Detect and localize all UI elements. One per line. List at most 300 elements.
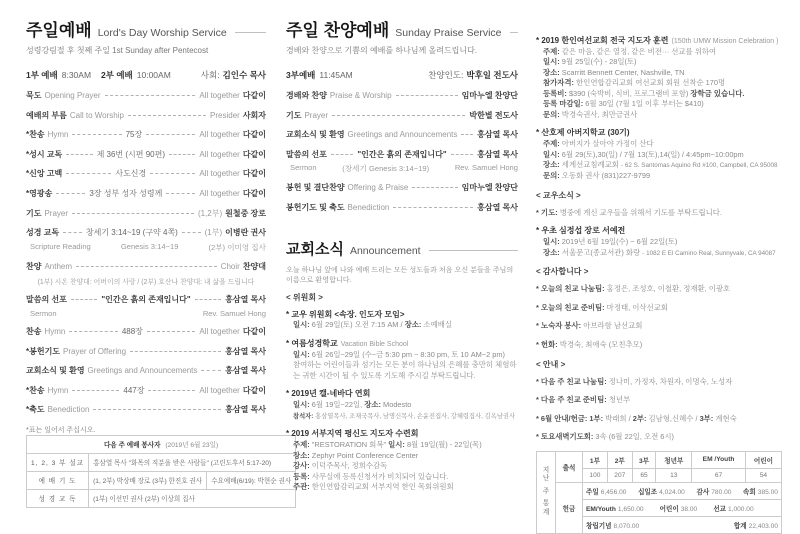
offering-key: EM/Youth (586, 505, 616, 513)
announcement-line-key: 주제: (293, 440, 310, 450)
announcement-line-key: 등록비: (543, 88, 567, 98)
announcement-line-text: 박경숙, 최애숙 (모친추모) (557, 340, 643, 349)
announcement-line-key: * 노숙자 봉사: (536, 321, 582, 331)
announcement-line-key: 장소: (404, 320, 422, 330)
announcement-line (293, 451, 518, 462)
dotted-leader (150, 173, 195, 174)
offering-pair (586, 520, 639, 530)
announcement-line-text: 박래희 / (603, 413, 633, 423)
worship-item-label-en: Prayer of Offering (63, 346, 127, 356)
offering-value: 780.00 (711, 488, 732, 496)
participant-name: 다같이 (242, 385, 267, 395)
announcement-line-text: 계현숙 (713, 413, 737, 423)
participant-prefix: All together (199, 149, 240, 159)
announcement-line (536, 414, 782, 425)
participant-prefix: All together (199, 91, 240, 100)
worship-item-label: *신앙 고백 (26, 169, 63, 179)
dotted-leader (71, 299, 97, 300)
announcement-line (293, 350, 518, 361)
announcement-line-text: 3속 (6월 22일, 오전 6시) (593, 432, 675, 442)
subline-right: (2부) 이미영 집사 (208, 242, 266, 252)
worship-item-detail: 75장 (125, 130, 143, 140)
announcement-title: 교회소식 (286, 240, 344, 258)
praise-title: 주일 찬양예배 (286, 21, 390, 40)
worship-item-detail: "인간은 흙의 존재입니다" (357, 149, 447, 159)
participant-name: 다같이 (242, 169, 267, 179)
announcement-line-key: 문의: (543, 171, 560, 181)
announcement-line-key: 3부: (699, 413, 714, 423)
header-rule (429, 250, 518, 251)
dotted-leader (182, 232, 201, 233)
offering-key: 감사 (696, 488, 710, 496)
dotted-leader (396, 95, 458, 96)
stats-side-label-char: 주 (542, 487, 550, 495)
dotted-leader (451, 154, 473, 155)
worship-item-label-en: Anthem (44, 261, 73, 271)
announcement-line-text: 아브라함 남선교회 (581, 321, 643, 331)
worship-item-label-en: Hymn (47, 130, 69, 140)
worship-item-label: 기도 (26, 208, 42, 218)
dotted-leader (331, 154, 353, 155)
announcement-group-header: < 위원회 > (286, 292, 323, 302)
offering-value: 8,070.00 (613, 522, 640, 530)
announcement-item-title-text: * 산호제 아버지학교 (30기) (536, 128, 630, 138)
announcement-line (536, 377, 782, 388)
announcement-line-key: 장소: (543, 160, 560, 170)
announcement-line (536, 340, 782, 351)
presider-name: 김인수 목사 (222, 70, 266, 80)
attendance-value: 13 (656, 468, 692, 482)
participant-name: 임마누엘 찬양단 (461, 183, 518, 193)
announcement-line-text: 6월 26일~29일 (수~금 5:30 pm ~ 8:30 pm, 토 10 AM~2 pm) (309, 349, 506, 359)
worship-item-label-en: Prayer (44, 208, 69, 218)
worship-item-label-en: Offering & Praise (347, 183, 409, 193)
offering-value: 1,000.00 (727, 505, 754, 513)
service1-label: 1부 예배 (26, 70, 58, 80)
announcement-line-key: 일시: (293, 320, 310, 330)
worship-item-label-en: Benediction (47, 405, 90, 415)
worship-item-detail: "인간은 흙의 존재입니다" (101, 295, 191, 305)
announcement-item-title (536, 128, 782, 139)
announcement-item-title (286, 339, 518, 350)
announcement-line (543, 139, 782, 150)
announcement-line-text: 6월 29일(토) 오전 7:15 AM / (309, 320, 405, 330)
announcement-item-title-text: * 2019 한인여선교회 전국 지도자 훈련 (536, 36, 669, 45)
dotted-leader (69, 331, 117, 332)
announcement-group-header: < 교우소식 > (536, 190, 581, 200)
offering-pair (734, 520, 778, 530)
offering-key: 합계 (733, 522, 747, 530)
table-row (27, 471, 296, 489)
participant-name: 다같이 (242, 91, 266, 100)
header-rule (235, 32, 266, 33)
announcement-line (293, 461, 518, 472)
attendance-column-header: 3부 (632, 451, 656, 468)
offering-key: 창립기념 (586, 522, 612, 530)
announcement-line-key: 참석자: (293, 412, 314, 420)
announcement-line (293, 440, 518, 451)
next-week-row-value: 홍삼열 목사 "화목의 직분을 받은 사람들" (고린도후서 5:17-20) (89, 453, 296, 471)
announcement-line-text: 한인연합감리교회 서부지역 한인 목회위원회 (309, 482, 454, 492)
announcement-line-text: Scarritt Bennett Center, Nashville, TN (559, 67, 685, 77)
participant-name: 찬양대 (242, 261, 266, 271)
praise-subtitle: 경배와 찬양으로 기쁨의 예배를 하나님께 올려드립니다. (286, 46, 478, 55)
participant-name: 다같이 (242, 130, 267, 140)
header-rule (510, 32, 519, 33)
announcement-item-title-text: * 교우 위원회 <속장. 인도자 모임> (286, 309, 405, 319)
announcement-line-key: * 오늘의 친교 준비팀: (536, 302, 605, 312)
dotted-leader (128, 115, 206, 116)
participant-prefix: (1부) (204, 228, 223, 238)
next-week-servers-table (26, 435, 296, 508)
worship-row (26, 365, 266, 376)
offering-key: 주일 (586, 488, 599, 496)
announcement-line-key: 주관: (293, 482, 310, 492)
announcement-item (536, 432, 782, 443)
subline-center: Genesis 3:14~19 (120, 241, 179, 251)
announcement-line (293, 360, 518, 381)
worship-row (26, 326, 266, 337)
next-week-date: (2019년 6월 23일) (165, 442, 219, 450)
offering-pair (713, 503, 753, 513)
worship-row (26, 149, 266, 160)
offering-key: 속회 (743, 488, 756, 496)
worship-item-label: 경배와 찬양 (286, 91, 327, 100)
worship-row (26, 294, 266, 305)
offering-row-content (586, 520, 778, 530)
next-week-row-label: 1, 2, 3 부 설교 (27, 453, 89, 471)
announcement-line-text: 6월 29(토),30(일) / 7월 13(토),14(일) / 4:45pm~10:00pm (559, 149, 744, 159)
attendance-column-header: EM /Youth (692, 451, 746, 468)
attendance-column-header: 어린이 (745, 451, 781, 468)
worship-item-detail: 사도신경 (115, 169, 147, 179)
worship-row-subline (30, 309, 266, 318)
announcement-line-text: 서울문고(종교서관) 화랑 (559, 247, 643, 257)
announcement-line-key: 주제: (543, 46, 560, 56)
announcement-line-key: 일시: (388, 440, 405, 450)
next-week-row-value: (1, 2부) 박상배 장로 (3부) 한진호 권사 (89, 471, 207, 489)
worship-row-subline (290, 163, 518, 174)
announcement-item (536, 226, 782, 258)
announcement-line-text: 이덕주목사, 정희수감독 (309, 461, 388, 471)
offering-row (583, 482, 782, 499)
announcement-item (286, 389, 518, 421)
attendance-column-header: 2부 (607, 451, 632, 468)
service3-label: 3부예배 (286, 70, 316, 80)
dotted-leader (76, 266, 217, 267)
announcement-line-key: 장학금 있습니다. (690, 88, 745, 98)
announcement-item (536, 284, 782, 295)
stats-side-label-char: 계 (542, 508, 550, 516)
worship-title-en: Lord's Day Worship Service (97, 27, 227, 39)
worship-item-label-en: Benediction (347, 202, 390, 212)
worship-row-subline (30, 242, 266, 253)
worship-row (286, 202, 518, 213)
offering-row-content (586, 486, 778, 496)
offering-label: 헌금 (556, 482, 583, 533)
announcement-item (286, 429, 518, 492)
participant-prefix: All together (199, 130, 240, 140)
announcement-line-key: * 기도: (536, 207, 558, 217)
announcement-line (293, 411, 518, 422)
offering-pair (696, 486, 731, 496)
participant-name: 박한별 전도사 (469, 110, 518, 120)
offering-value: 4,024.00 (659, 488, 685, 496)
attendance-column-header: 1부 (583, 451, 608, 468)
participant-prefix: Presider (210, 110, 240, 120)
worship-service-column (26, 16, 292, 504)
dotted-leader (169, 154, 195, 155)
offering-value: 38.00 (680, 505, 698, 513)
worship-row (26, 346, 266, 357)
worship-item-detail: 447장 (123, 385, 145, 395)
attendance-value: 65 (632, 468, 656, 482)
announcement-line-key: * 토요새벽기도회: (536, 432, 594, 442)
announcement-line-key: 강사: (293, 461, 310, 471)
announcement-line (543, 68, 782, 79)
praise-service-times-row (286, 69, 518, 81)
announcement-item (536, 303, 782, 314)
praise-section-header (286, 16, 518, 41)
attendance-label: 출석 (556, 451, 583, 482)
announcement-line (543, 237, 782, 248)
worship-row (26, 261, 266, 272)
announcement-item (536, 36, 782, 120)
participant-name: 다같이 (242, 326, 266, 336)
announcement-item (286, 310, 518, 331)
dotted-leader (63, 232, 82, 233)
offering-value: 6,456.00 (600, 488, 627, 496)
participant-name: 홍삼열 목사 (477, 130, 518, 140)
praise-leader-name: 박후일 전도사 (466, 70, 518, 80)
next-week-row-value: (1부) 이선민 권사 (2부) 이상희 집사 (89, 489, 296, 507)
dotted-leader (105, 95, 196, 96)
announcement-item-title-en: Vacation Bible School (340, 340, 409, 348)
worship-row (286, 129, 518, 140)
worship-item-detail: 3장 성부 성자 성령께 (89, 188, 163, 198)
announcement-line (293, 482, 518, 493)
worship-item-label: *찬송 (26, 130, 45, 140)
offering-key: 십일조 (638, 488, 658, 496)
announcement-title-en: Announcement (349, 244, 421, 257)
announcement-line-text: "RESTORATION 회복" (309, 440, 389, 450)
next-week-row-label: 예 배 기 도 (27, 471, 89, 489)
announcement-item (536, 128, 782, 181)
worship-row (286, 90, 518, 101)
stats-side-label-char: 지 (542, 466, 550, 474)
worship-item-label: 묵도 (26, 91, 42, 100)
announcement-item-title (286, 429, 518, 440)
table-row (27, 453, 296, 471)
announcement-line-text: 병중에 계신 교우들을 위해서 기도를 부탁드립니다. (557, 207, 722, 217)
dotted-leader (66, 173, 111, 174)
worship-item-label: *영광송 (26, 188, 53, 198)
announcement-line-text: 참여하는 어린이들과 섬기는 모든 분이 하나님의 은혜를 충만히 체험하는 귀한 시간이 될 수 있도록 기도해 주시길 부탁드립니다. (293, 360, 517, 380)
worship-row (26, 385, 266, 396)
announcement-line-text: 사무실에 등록신청서가 비치되어 있습니다. (309, 471, 449, 481)
announcement-line (543, 47, 782, 58)
praise-order-list (286, 90, 518, 222)
worship-item-detail: 창세기 3:14~19 (구약 4쪽) (85, 228, 178, 238)
announcement-line (543, 89, 782, 100)
dotted-leader (201, 370, 221, 371)
worship-item-detail: 제 36번 (시편 90편) (96, 149, 166, 159)
announcement-line (536, 303, 782, 314)
announcement-section-header (286, 238, 518, 259)
announcement-line-key: 일시: (293, 349, 310, 359)
announcement-line-text: 소예배실 (421, 320, 452, 330)
announcement-line-key: * 다음 주 친교 나눔팀: (536, 376, 607, 386)
announcement-line-key: 1부: (589, 413, 604, 423)
dotted-leader (461, 134, 473, 135)
next-week-title: 다음 주 예배 봉사자 (104, 442, 161, 450)
presider-label: 사회: (200, 70, 220, 80)
participant-prefix: Choir (220, 261, 240, 271)
announcement-line-key: 장소: (543, 247, 560, 257)
worship-item-label: 봉헌기도 및 축도 (286, 202, 345, 212)
worship-item-label: 성경 교독 (26, 228, 60, 238)
worship-row (26, 188, 266, 199)
worship-row (26, 168, 266, 179)
announcement-line-text: 박경숙권사, 최만금권사 (559, 109, 638, 119)
attendance-value: 54 (745, 468, 781, 482)
worship-order-list (26, 90, 266, 424)
announcement-line-key: 주제: (543, 139, 560, 149)
offering-pair (586, 486, 626, 496)
worship-item-label-en: Hymn (44, 326, 66, 336)
worship-row (286, 110, 518, 121)
announcement-line (536, 395, 782, 406)
worship-row (26, 208, 266, 219)
attendance-column-header: 청년부 (656, 451, 692, 468)
participant-name: 홍삼열 목사 (225, 366, 266, 376)
participant-prefix: All together (199, 385, 240, 395)
announcement-group-header: < 감사합니다 > (536, 267, 589, 277)
participant-prefix: All together (199, 169, 240, 179)
dotted-leader (393, 207, 473, 208)
announcement-line-text: 아버지가 살아야 가정이 산다 (559, 139, 654, 149)
offering-value: 1,650.00 (617, 505, 644, 513)
offering-value: 22,403.00 (748, 522, 778, 530)
announcement-line (543, 57, 782, 68)
anthem-note: (1부) 시온 찬양대: 어버이의 사랑 / (2부) 호산나 찬양대: 내 삶을 드립니다 (37, 279, 255, 287)
announcement-item-title (536, 226, 782, 237)
participant-name: 홍삼열 목사 (477, 149, 518, 159)
offering-pair (638, 486, 685, 496)
worship-item-label-en: Prayer (304, 110, 329, 120)
announcement-item-title-text: * 우초 심정섭 장로 서예전 (536, 226, 626, 236)
worship-item-label: 예배의 부름 (26, 110, 67, 120)
subline-left: Sermon (30, 308, 57, 318)
announcement-line-text: Modesto (381, 400, 412, 410)
offering-row (583, 499, 782, 516)
dotted-leader (93, 409, 221, 410)
announcement-line-text: 홍삼열목사, 조재국목사, 남명신목사, 손윤진집사, 강혜령집사, 김옥남권사 (313, 412, 516, 420)
worship-item-label: *성시 교독 (26, 149, 63, 159)
stand-footnote: *표는 일어서 주십시오. (26, 426, 96, 434)
announcement-list-right (536, 36, 782, 451)
announcement-item (536, 321, 782, 332)
announcement-line-key: 장소: (364, 400, 381, 410)
worship-item-label: 교회소식 및 환영 (26, 366, 85, 376)
praise-title-en: Sunday Praise Service (395, 27, 502, 39)
next-week-table-header (27, 435, 296, 453)
dotted-leader (66, 154, 92, 155)
attendance-value: 100 (583, 468, 608, 482)
participant-name: 다같이 (242, 188, 267, 198)
stats-side-label-char: 난 (542, 475, 550, 483)
worship-item-label-en: Praise & Worship (329, 91, 392, 100)
offering-row-content (586, 503, 778, 513)
announcement-item-title (286, 310, 518, 321)
offering-pair (743, 486, 778, 496)
worship-row (26, 110, 266, 121)
offering-key: 어린이 (659, 505, 679, 513)
worship-section-header (26, 16, 266, 41)
worship-item-label: 찬송 (26, 326, 42, 336)
announcement-line-key: 일시: (543, 149, 560, 159)
announcement-line (536, 321, 782, 332)
announcement-line-key: 장소: (293, 450, 310, 460)
dotted-leader (146, 134, 195, 135)
announcement-line-text: $390 (숙박비, 식비, 프로그램비 포함) (566, 88, 691, 98)
announcement-line-text: 마정태, 이삭선교회 (604, 302, 668, 312)
announcement-line-text: 6월 19일~22일, (309, 400, 365, 410)
announcement-line-text: Zephyr Point Conference Center (309, 450, 419, 460)
announcement-line (543, 160, 782, 171)
announcement-line-key: 참가자격: (543, 78, 575, 88)
announcement-line-text: 오동화 권사 (831)227-9799 (559, 171, 651, 181)
worship-item-label-en: Greetings and Announcements (87, 366, 198, 376)
announcement-line-key: 2부: (632, 413, 647, 423)
praise-leader-label: 찬양인도: (428, 70, 464, 80)
worship-item-label: *봉헌기도 (26, 346, 61, 356)
subline-right: Rev. Samuel Hong (202, 308, 266, 318)
announcement-line-text: 홍정은, 조성호, 이철환, 정재환, 이광호 (604, 284, 731, 294)
announcement-line-key: 일시: (293, 400, 310, 410)
announcement-item-title (286, 389, 518, 400)
offering-pair (660, 503, 698, 513)
dotted-leader (56, 193, 85, 194)
participant-prefix: All together (199, 326, 240, 336)
announcement-line (543, 78, 782, 89)
worship-item-detail: 488장 (121, 326, 143, 336)
announcement-item (536, 414, 782, 425)
worship-row (286, 149, 518, 160)
offering-row (583, 516, 782, 533)
announcement-line (293, 400, 518, 411)
announcement-line-key: 등록: (293, 471, 310, 481)
worship-item-label: 봉헌 및 결단찬양 (286, 183, 345, 193)
announcement-line (543, 99, 782, 110)
announcement-line-text: 정나미, 가정자, 차원자, 이명숙, 노성자 (606, 376, 733, 386)
attendance-value: 67 (692, 468, 746, 482)
announcement-line-text: 한인연합감리교회 여선교회 회원 선착순 170명 (574, 78, 726, 88)
announcement-line (543, 150, 782, 161)
announcement-item (536, 340, 782, 351)
announcement-line (543, 110, 782, 121)
participant-name: 다같이 (242, 149, 266, 159)
offering-value: 385.00 (757, 488, 778, 496)
table-row (27, 489, 296, 507)
worship-subtitle: 성령강림절 후 첫째 주일 1st Sunday after Pentecost (26, 46, 209, 55)
worship-item-label: 찬양 (26, 261, 42, 271)
worship-row (26, 404, 266, 415)
service3-time: 11:45AM (319, 70, 353, 80)
announcement-line-text: 김남형,신혜수 / (646, 413, 700, 423)
worship-title: 주일예배 (26, 21, 92, 40)
worship-item-label-en: Hymn (47, 385, 69, 395)
